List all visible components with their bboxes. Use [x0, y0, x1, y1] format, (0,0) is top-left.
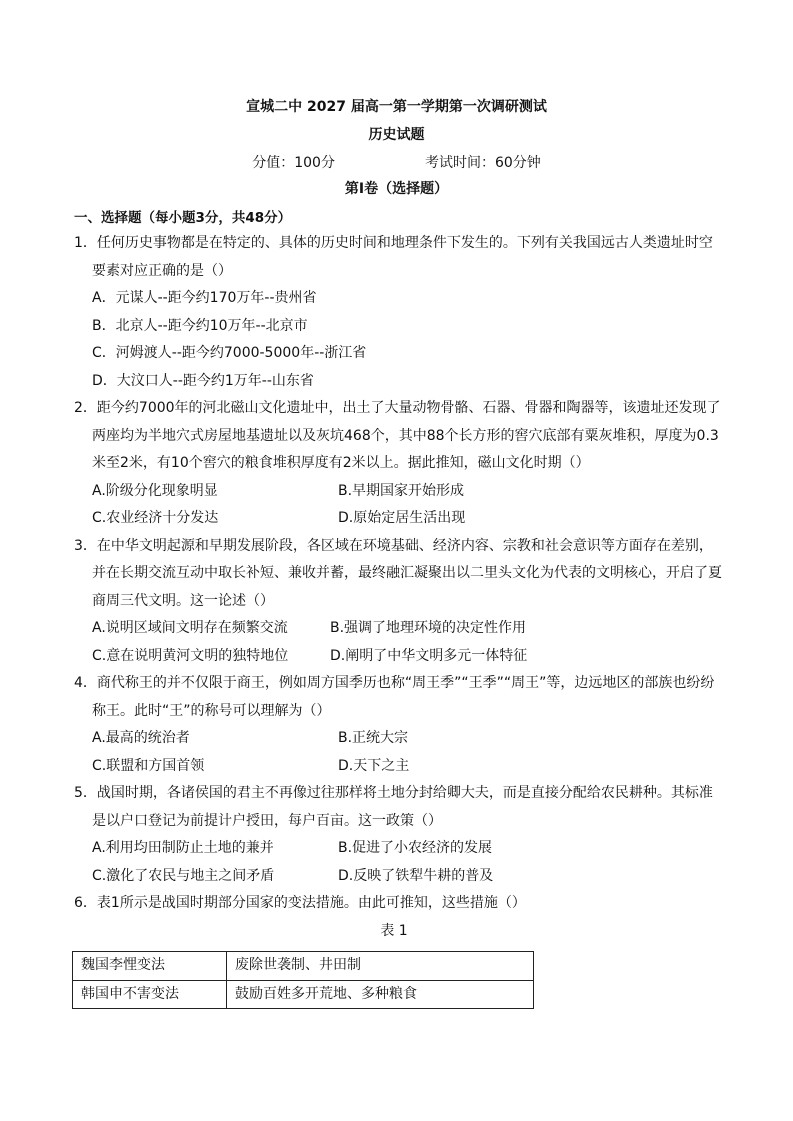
option-c: C.联盟和方国首领: [92, 757, 205, 774]
option-b: B.早期国家开始形成: [338, 482, 465, 499]
option-d: D.反映了铁犁牛耕的普及: [338, 867, 494, 884]
table-row: [73, 980, 534, 1009]
option-d: D.原始定居生活出现: [338, 510, 466, 526]
exam-meta: [0, 152, 793, 172]
table-cell: 鼓励百姓多开荒地、多种粮食: [227, 980, 534, 1009]
option-b: B．北京人--距今约10万年--北京市: [92, 317, 308, 334]
question-1: [74, 230, 724, 395]
part-heading: 第Ⅰ卷（选择题）: [344, 181, 449, 197]
table-cell: 废除世袭制、井田制: [227, 952, 534, 981]
question-stem: 6．表1所示是战国时期部分国家的变法措施。由此可推知，这些措施（）: [74, 895, 526, 911]
question-stem: 4．商代称王的并不仅限于商王，例如周方国季历也称“周王季”“王季”“周王”等，边远地区的部族也纷纷称王。此时“王”的称号可以理解为（）: [74, 675, 715, 719]
reform-table: [72, 951, 534, 1009]
table-cell: 魏国李悝变法: [73, 952, 227, 981]
question-list: [74, 230, 724, 1009]
score-label: 分值：100分: [252, 155, 335, 171]
option-b: B.正统大宗: [338, 730, 409, 746]
question-2: [74, 395, 724, 533]
option-a: A.利用均田制防止土地的兼并: [92, 840, 274, 856]
question-stem: 2．距今约7000年的河北磁山文化遗址中，出土了大量动物骨骼、石器、骨器和陶器等，该遗址还发现了两座均为半地穴式房屋地基遗址以及灰坑468个，其中88个长方形的窖穴底部有粟灰堆积，厚度为0.3米至2米，有10个窖穴的粮食堆积厚度有2米以上。据此推知，磁山文化时期（）: [74, 400, 721, 471]
option-b: B.促进了小农经济的发展: [338, 840, 493, 856]
option-a: A.阶级分化现象明显: [92, 482, 218, 499]
question-stem: 1．任何历史事物都是在特定的、具体的历史时间和地理条件下发生的。下列有关我国远古人类遗址时空要素对应正确的是（）: [74, 235, 713, 279]
question-stem: 5．战国时期，各诸侯国的君主不再像过往那样将土地分封给卿大夫，而是直接分配给农民耕种。其标准是以户口登记为前提计户授田，每户百亩。这一政策（）: [74, 785, 713, 829]
table-row: [73, 952, 534, 981]
option-a: A.最高的统治者: [92, 730, 190, 746]
question-5: [74, 780, 724, 890]
table-cell: 韩国申不害变法: [73, 980, 227, 1009]
option-a: A．元谋人--距今约170万年--贵州省: [92, 290, 317, 306]
question-stem: 3．在中华文明起源和早期发展阶段，各区域在环境基础、经济内容、宗教和社会意识等方面存在差别，并在长期交流互动中取长补短、兼收并蓄，最终融汇凝聚出以二里头文化为代表的文明核心，开启了夏商周三代文明。这一论述（）: [74, 537, 722, 609]
question-3: [74, 533, 724, 671]
exam-subject: 历史试题: [368, 127, 425, 143]
option-b: B.强调了地理环境的决定性作用: [330, 620, 527, 636]
option-a: A.说明区域间文明存在频繁交流: [92, 620, 288, 636]
section-heading: 一、选择题（每小题3分，共48分）: [74, 210, 292, 226]
option-d: D.天下之主: [338, 757, 410, 774]
question-6: [74, 890, 724, 1009]
question-4: [74, 670, 724, 780]
option-c: C.意在说明黄河文明的独特地位: [92, 647, 289, 664]
table-caption: 表 1: [380, 922, 408, 939]
option-c: C．河姆渡人--距今约7000-5000年--浙江省: [92, 345, 367, 361]
option-d: D.阐明了中华文明多元一体特征: [330, 647, 528, 664]
option-c: C.激化了农民与地主之间矛盾: [92, 867, 275, 884]
option-c: C.农业经济十分发达: [92, 510, 219, 526]
exam-title: 宣城二中 2027 届高一第一学期第一次调研测试: [246, 99, 547, 115]
option-d: D．大汶口人--距今约1万年--山东省: [92, 372, 314, 389]
time-label: 考试时间：60分钟: [424, 155, 541, 171]
